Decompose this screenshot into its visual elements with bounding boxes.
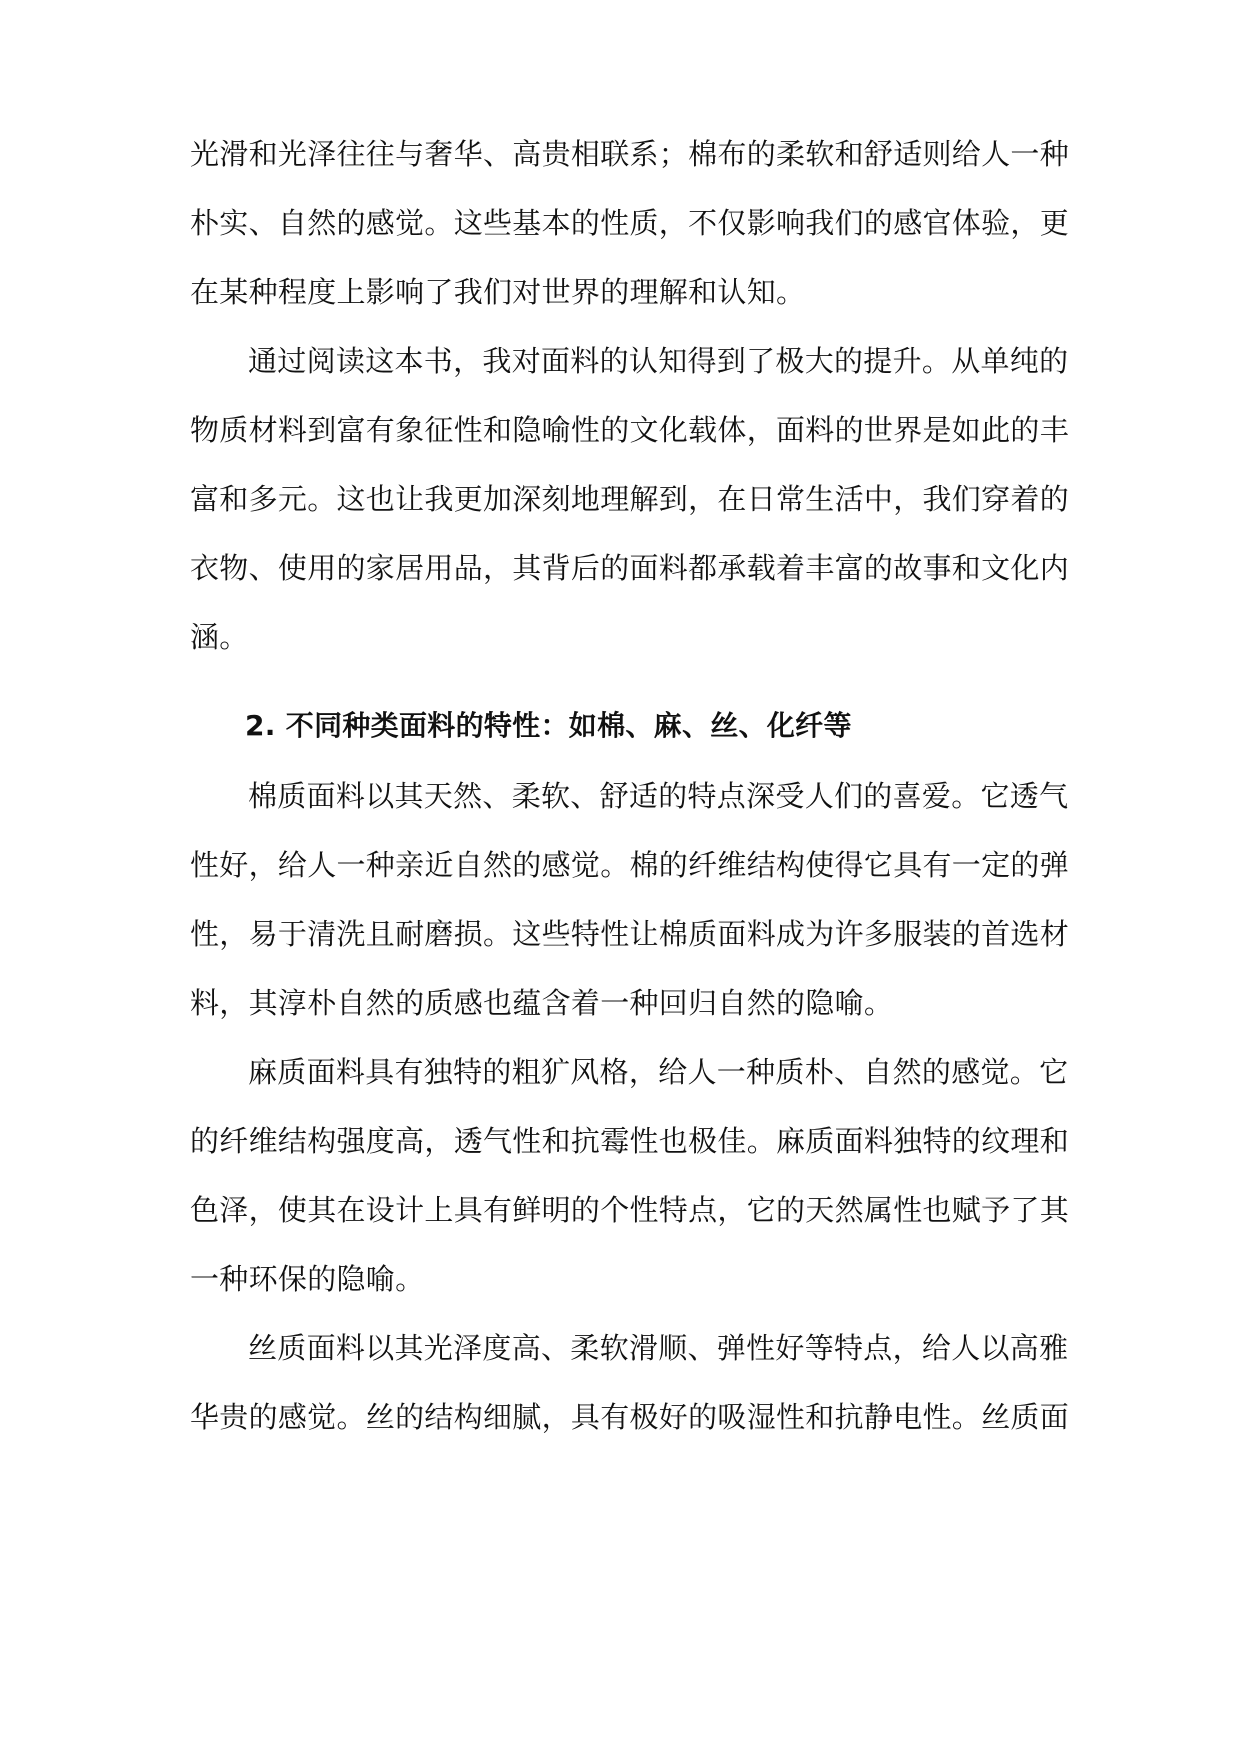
text-line: 棉质面料以其天然、柔软、舒适的特点深受人们的喜爱。它透气 bbox=[248, 779, 1069, 813]
text-line: 通过阅读这本书，我对面料的认知得到了极大的提升。从单纯的 bbox=[248, 344, 1069, 378]
text-line: 物质材料到富有象征性和隐喻性的文化载体，面料的世界是如此的丰 bbox=[190, 413, 1070, 447]
text-line: 衣物、使用的家居用品，其背后的面料都承载着丰富的故事和文化内 bbox=[190, 551, 1070, 585]
text-line: 性，易于清洗且耐磨损。这些特性让棉质面料成为许多服装的首选材 bbox=[190, 917, 1070, 951]
text-line: 富和多元。这也让我更加深刻地理解到，在日常生活中，我们穿着的 bbox=[190, 482, 1070, 516]
text-line: 在某种程度上影响了我们对世界的理解和认知。 bbox=[190, 275, 806, 309]
text-line: 的纤维结构强度高，透气性和抗霉性也极佳。麻质面料独特的纹理和 bbox=[190, 1124, 1070, 1158]
text-line: 料，其淳朴自然的质感也蕴含着一种回归自然的隐喻。 bbox=[190, 986, 894, 1020]
text-line: 光滑和光泽往往与奢华、高贵相联系；棉布的柔软和舒适则给人一种 bbox=[190, 137, 1070, 171]
section-heading: 2. 不同种类面料的特性：如棉、麻、丝、化纤等 bbox=[245, 709, 852, 742]
text-line: 色泽，使其在设计上具有鲜明的个性特点，它的天然属性也赋予了其 bbox=[190, 1193, 1070, 1227]
text-line: 性好，给人一种亲近自然的感觉。棉的纤维结构使得它具有一定的弹 bbox=[190, 848, 1070, 882]
text-line: 丝质面料以其光泽度高、柔软滑顺、弹性好等特点，给人以高雅 bbox=[248, 1331, 1069, 1365]
text-line: 华贵的感觉。丝的结构细腻，具有极好的吸湿性和抗静电性。丝质面 bbox=[190, 1400, 1070, 1434]
text-line: 涵。 bbox=[190, 620, 249, 654]
text-line: 一种环保的隐喻。 bbox=[190, 1262, 425, 1296]
text-line: 麻质面料具有独特的粗犷风格，给人一种质朴、自然的感觉。它 bbox=[248, 1055, 1069, 1089]
text-line: 朴实、自然的感觉。这些基本的性质，不仅影响我们的感官体验，更 bbox=[190, 206, 1070, 240]
